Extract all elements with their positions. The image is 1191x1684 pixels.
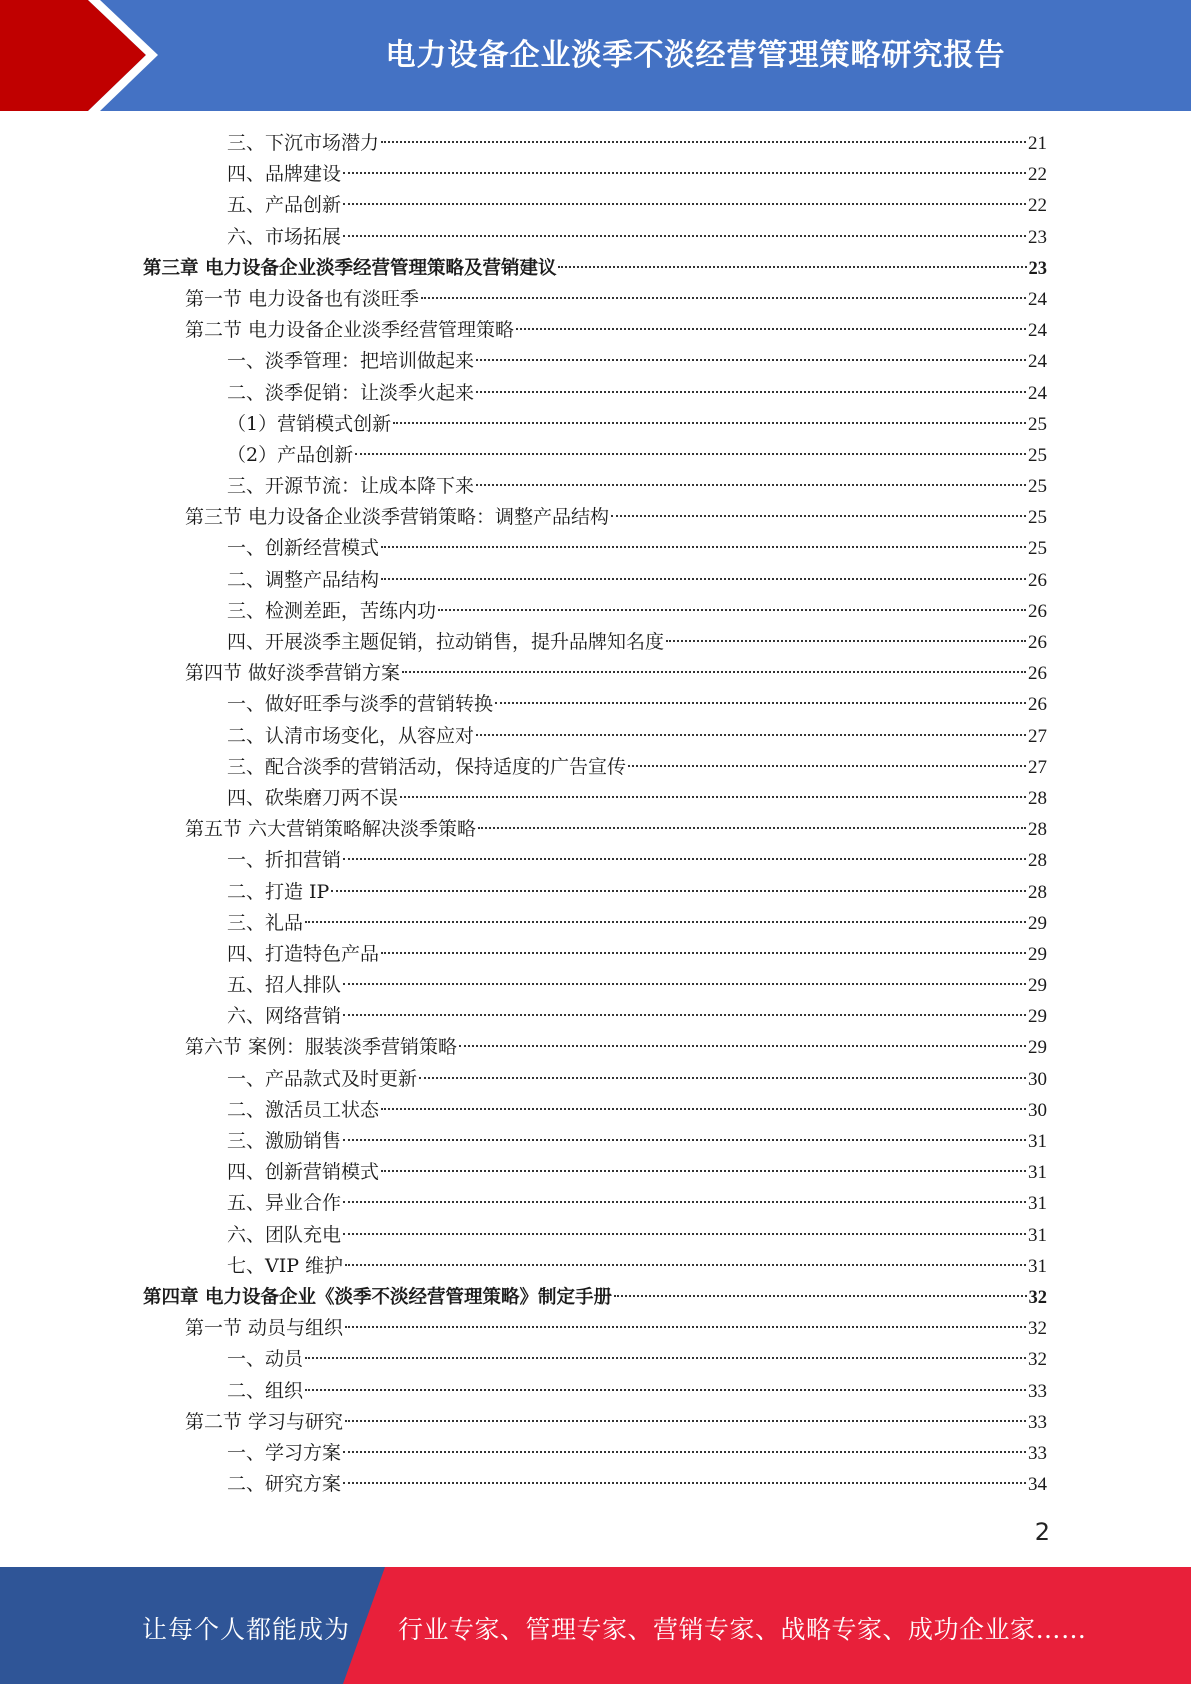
toc-entry-page: 30: [1028, 1099, 1047, 1121]
toc-entry-page: 33: [1028, 1411, 1047, 1433]
toc-entry-label: 四、开展淡季主题促销，拉动销售，提升品牌知名度: [227, 631, 665, 653]
toc-chapter-entry[interactable]: [143, 1282, 1047, 1313]
toc-entry-page: 31: [1028, 1193, 1047, 1215]
toc-entry-page: 28: [1028, 819, 1047, 841]
toc-dot-leader: [628, 765, 1026, 767]
toc-entry-page: 27: [1028, 725, 1047, 747]
toc-entry-page: 28: [1028, 881, 1047, 903]
toc-entry-label: （2）产品创新: [227, 443, 354, 466]
toc-entry-label: 五、招人排队: [227, 974, 342, 997]
toc-subsection-entry[interactable]: [143, 1126, 1047, 1157]
page-header: [0, 0, 1191, 111]
toc-entry-label: 二、研究方案: [227, 1473, 342, 1496]
toc-dot-leader: [495, 702, 1026, 704]
toc-subsection-entry[interactable]: [143, 159, 1047, 190]
toc-entry-label: 二、调整产品结构: [227, 568, 380, 591]
toc-entry-page: 34: [1028, 1474, 1047, 1496]
toc-dot-leader: [666, 640, 1026, 642]
toc-dot-leader: [343, 858, 1026, 860]
toc-entry-page: 31: [1028, 1162, 1047, 1184]
toc-entry-label: 三、礼品: [227, 911, 304, 934]
toc-entry-label: 一、淡季管理：把培训做起来: [227, 350, 475, 373]
toc-entry-label: 第三节 电力设备企业淡季营销策略：调整产品结构: [185, 506, 610, 529]
toc-subsection-entry[interactable]: [143, 627, 1047, 658]
toc-dot-leader: [345, 1326, 1026, 1328]
toc-entry-label: 二、认清市场变化，从容应对: [227, 724, 475, 747]
toc-entry-label: 一、产品款式及时更新: [227, 1067, 418, 1090]
toc-subsection-entry[interactable]: [143, 190, 1047, 221]
toc-entry-page: 23: [1028, 226, 1047, 248]
toc-entry-label: 六、团队充电: [227, 1223, 342, 1246]
toc-entry-label: 一、学习方案: [227, 1441, 342, 1464]
toc-entry-page: 24: [1028, 288, 1047, 310]
toc-entry-label: 五、异业合作: [227, 1192, 342, 1215]
document-title: 电力设备企业淡季不淡经营管理策略研究报告: [385, 38, 1006, 73]
toc-dot-leader: [343, 1014, 1026, 1016]
toc-entry-page: 31: [1028, 1255, 1047, 1277]
toc-entry-page: 26: [1028, 694, 1047, 716]
toc-dot-leader: [611, 515, 1026, 517]
toc-subsection-entry[interactable]: [143, 471, 1047, 502]
toc-entry-label: 六、市场拓展: [227, 225, 342, 248]
toc-dot-leader: [381, 952, 1026, 954]
toc-entry-label: 三、配合淡季的营销活动，保持适度的广告宣传: [227, 755, 627, 778]
toc-entry-page: 30: [1028, 1068, 1047, 1090]
toc-entry-page: 22: [1028, 164, 1047, 186]
toc-entry-label: 一、折扣营销: [227, 849, 342, 872]
toc-entry-label: 第三章 电力设备企业淡季经营管理策略及营销建议: [143, 257, 557, 279]
toc-dot-leader: [558, 266, 1026, 268]
toc-subsection-entry[interactable]: [143, 533, 1047, 564]
toc-section-entry[interactable]: [143, 315, 1047, 346]
toc-subsection-entry[interactable]: [143, 908, 1047, 939]
toc-entry-label: 四、创新营销模式: [227, 1161, 380, 1184]
toc-entry-label: 四、品牌建设: [227, 163, 342, 186]
toc-dot-leader: [345, 1420, 1026, 1422]
toc-entry-label: 第一节 动员与组织: [185, 1317, 344, 1340]
toc-entry-page: 26: [1028, 600, 1047, 622]
page-number: 2: [1034, 1518, 1050, 1546]
toc-dot-leader: [476, 734, 1026, 736]
toc-entry-label: 第二节 学习与研究: [185, 1410, 344, 1433]
toc-subsection-entry[interactable]: [143, 1220, 1047, 1251]
toc-dot-leader: [343, 1201, 1026, 1203]
toc-entry-page: 26: [1028, 569, 1047, 591]
toc-dot-leader: [355, 453, 1026, 455]
toc-subsection-entry[interactable]: [143, 1376, 1047, 1407]
toc-subsection-entry[interactable]: [143, 1438, 1047, 1469]
toc-dot-leader: [421, 297, 1026, 299]
toc-dot-leader: [438, 609, 1026, 611]
toc-entry-page: 29: [1028, 912, 1047, 934]
footer-slogan-right: 行业专家、管理专家、营销专家、战略专家、成功企业家……: [398, 1615, 1087, 1644]
toc-dot-leader: [393, 422, 1026, 424]
toc-entry-page: 32: [1028, 1318, 1047, 1340]
toc-entry-page: 26: [1028, 663, 1047, 685]
toc-subsection-entry[interactable]: [143, 1064, 1047, 1095]
toc-entry-page: 24: [1028, 320, 1047, 342]
toc-entry-label: 第一节 电力设备也有淡旺季: [185, 287, 420, 310]
toc-entry-label: 六、网络营销: [227, 1005, 342, 1028]
toc-subsection-entry[interactable]: [143, 1251, 1047, 1282]
toc-dot-leader: [381, 141, 1026, 143]
toc-section-entry[interactable]: [143, 284, 1047, 315]
toc-section-entry[interactable]: [143, 814, 1047, 845]
toc-subsection-entry[interactable]: [143, 689, 1047, 720]
toc-entry-label: 五、产品创新: [227, 194, 342, 217]
toc-entry-page: 25: [1028, 444, 1047, 466]
toc-entry-page: 24: [1028, 351, 1047, 373]
toc-dot-leader: [381, 578, 1026, 580]
toc-subsection-entry[interactable]: [143, 596, 1047, 627]
toc-dot-leader: [381, 546, 1026, 548]
toc-entry-label: 二、打造 IP: [227, 880, 330, 903]
toc-entry-page: 29: [1028, 943, 1047, 965]
toc-dot-leader: [331, 890, 1026, 892]
toc-dot-leader: [614, 1295, 1027, 1297]
toc-entry-label: 第二节 电力设备企业淡季经营管理策略: [185, 319, 515, 342]
toc-entry-page: 25: [1028, 476, 1047, 498]
toc-subsection-entry[interactable]: [143, 1344, 1047, 1375]
toc-dot-leader: [381, 1108, 1026, 1110]
toc-entry-page: 31: [1028, 1224, 1047, 1246]
toc-entry-label: 二、组织: [227, 1379, 304, 1402]
toc-entry-page: 24: [1028, 382, 1047, 404]
toc-section-entry[interactable]: [143, 1032, 1047, 1063]
toc-entry-label: 三、开源节流：让成本降下来: [227, 475, 475, 498]
toc-entry-page: 26: [1028, 632, 1047, 653]
toc-entry-page: 22: [1028, 195, 1047, 217]
toc-dot-leader: [381, 1170, 1026, 1172]
toc-entry-label: 七、VIP 维护: [227, 1254, 344, 1277]
toc-subsection-entry[interactable]: [143, 845, 1047, 876]
toc-subsection-entry[interactable]: [143, 939, 1047, 970]
toc-dot-leader: [476, 391, 1026, 393]
toc-dot-leader: [343, 1139, 1026, 1141]
toc-entry-label: 第五节 六大营销策略解决淡季策略: [185, 818, 477, 841]
toc-entry-page: 32: [1028, 1349, 1047, 1371]
toc-subsection-entry[interactable]: [143, 783, 1047, 814]
toc-entry-page: 29: [1028, 975, 1047, 997]
toc-section-entry[interactable]: [143, 502, 1047, 533]
toc-entry-label: （1）营销模式创新: [227, 412, 392, 435]
footer-slogan-left: 让每个人都能成为: [142, 1615, 351, 1644]
toc-subsection-entry[interactable]: [143, 1188, 1047, 1219]
toc-entry-page: 28: [1028, 850, 1047, 872]
toc-dot-leader: [516, 328, 1026, 330]
toc-dot-leader: [343, 203, 1026, 205]
toc-dot-leader: [343, 1233, 1026, 1235]
toc-dot-leader: [343, 1451, 1026, 1453]
toc-subsection-entry[interactable]: [143, 1469, 1047, 1500]
toc-subsection-entry[interactable]: [143, 346, 1047, 377]
toc-dot-leader: [476, 484, 1026, 486]
toc-entry-page: 27: [1028, 756, 1047, 778]
toc-subsection-entry[interactable]: [143, 409, 1047, 440]
toc-entry-label: 三、激励销售: [227, 1130, 342, 1152]
toc-dot-leader: [305, 1389, 1026, 1391]
toc-subsection-entry[interactable]: [143, 752, 1047, 783]
toc-dot-leader: [345, 1264, 1026, 1266]
table-of-contents: [143, 128, 1047, 1500]
toc-entry-label: 一、创新经营模式: [227, 537, 380, 560]
toc-entry-page: 29: [1028, 1037, 1047, 1059]
toc-dot-leader: [476, 359, 1026, 361]
toc-dot-leader: [305, 921, 1026, 923]
toc-entry-page: 33: [1028, 1442, 1047, 1464]
toc-dot-leader: [343, 983, 1026, 985]
header-red-arrow-decoration: [0, 0, 160, 111]
toc-subsection-entry[interactable]: [143, 721, 1047, 752]
toc-dot-leader: [478, 827, 1026, 829]
toc-entry-label: 第六节 案例：服装淡季营销策略: [185, 1036, 458, 1059]
toc-subsection-entry[interactable]: [143, 970, 1047, 1001]
page-footer: [0, 1567, 1191, 1684]
toc-entry-page: 25: [1028, 413, 1047, 435]
toc-dot-leader: [419, 1077, 1026, 1079]
toc-entry-label: 一、做好旺季与淡季的营销转换: [227, 693, 494, 716]
toc-dot-leader: [343, 235, 1026, 237]
toc-entry-page: 32: [1028, 1287, 1047, 1308]
toc-dot-leader: [400, 796, 1026, 798]
toc-section-entry[interactable]: [143, 1407, 1047, 1438]
toc-entry-label: 二、激活员工状态: [227, 1098, 380, 1121]
toc-chapter-entry[interactable]: [143, 253, 1047, 284]
toc-entry-label: 三、检测差距，苦练内功: [227, 599, 437, 622]
toc-section-entry[interactable]: [143, 658, 1047, 689]
toc-entry-page: 21: [1028, 133, 1047, 154]
toc-subsection-entry[interactable]: [143, 222, 1047, 253]
toc-entry-page: 28: [1028, 787, 1047, 809]
toc-subsection-entry[interactable]: [143, 877, 1047, 908]
toc-subsection-entry[interactable]: [143, 440, 1047, 471]
toc-entry-page: 23: [1028, 258, 1047, 279]
toc-section-entry[interactable]: [143, 1313, 1047, 1344]
toc-subsection-entry[interactable]: [143, 1095, 1047, 1126]
toc-entry-label: 第四节 做好淡季营销方案: [185, 662, 401, 685]
toc-entry-label: 二、淡季促销：让淡季火起来: [227, 381, 475, 404]
toc-subsection-entry[interactable]: [143, 128, 1047, 159]
toc-entry-label: 一、动员: [227, 1348, 304, 1371]
toc-entry-label: 四、打造特色产品: [227, 942, 380, 965]
toc-entry-page: 29: [1028, 1006, 1047, 1028]
toc-subsection-entry[interactable]: [143, 378, 1047, 409]
toc-entry-label: 第四章 电力设备企业《淡季不淡经营管理策略》制定手册: [143, 1286, 612, 1308]
toc-subsection-entry[interactable]: [143, 1001, 1047, 1032]
toc-dot-leader: [343, 172, 1026, 174]
toc-subsection-entry[interactable]: [143, 1157, 1047, 1188]
toc-dot-leader: [343, 1482, 1026, 1484]
toc-entry-page: 25: [1028, 538, 1047, 560]
toc-entry-label: 四、砍柴磨刀两不误: [227, 786, 399, 809]
toc-dot-leader: [305, 1357, 1026, 1359]
toc-entry-label: 三、下沉市场潜力: [227, 132, 380, 154]
toc-dot-leader: [402, 671, 1026, 673]
toc-entry-page: 33: [1028, 1380, 1047, 1402]
toc-entry-page: 31: [1028, 1131, 1047, 1152]
toc-subsection-entry[interactable]: [143, 565, 1047, 596]
toc-entry-page: 25: [1028, 507, 1047, 529]
toc-dot-leader: [459, 1045, 1026, 1047]
